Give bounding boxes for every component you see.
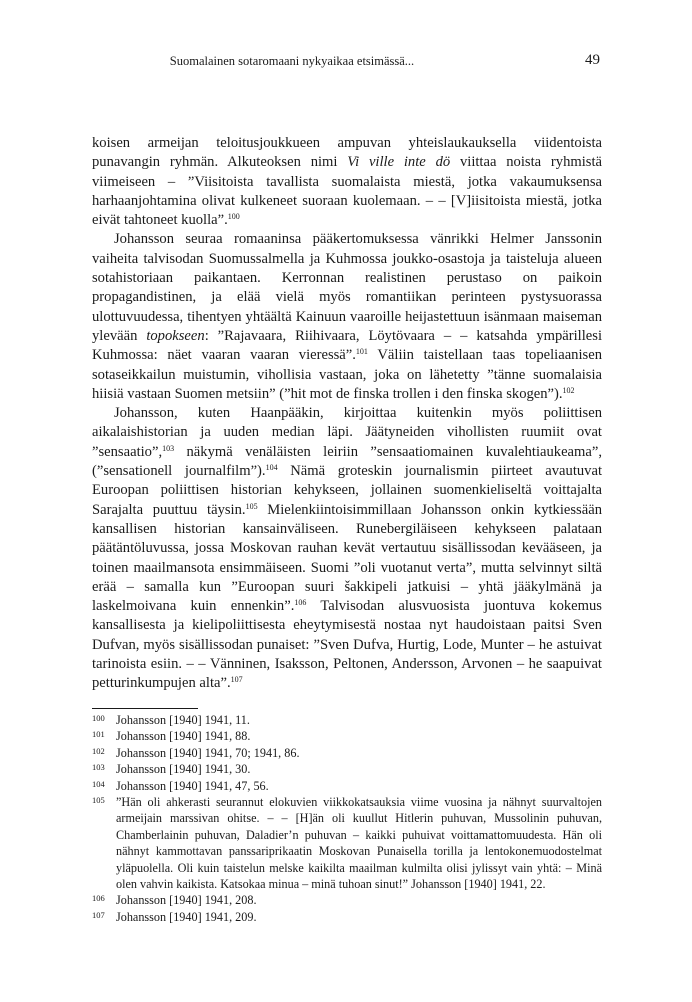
- paragraph: [92, 134, 602, 230]
- footnote-number: 105: [92, 795, 105, 806]
- footnote-number: 107: [92, 909, 105, 920]
- footnote-text: Johansson [1940] 1941, 47, 56.: [116, 778, 269, 793]
- italic-text: Vi ville inte dö: [347, 154, 451, 171]
- footnote-text: ”Hän oli ahkerasti seurannut elokuvien viikkokatsauksia viime vuosina ja nähnyt suurvaltojen armeijain marssivan ohitse. – – [H]än oli kuullut Hitlerin puhuvan, Mussolinin puhuvan, Chamberlainin puhuvan, Daladier’n puhuvan – kaikki puhuivat voittamattomuudesta. Hän oli nähnyt kammottavan panssariprikaatin Moskovan Punaisella torilla ja lentokonemuodostelmat yläpuolella. Oli kuin taistelun melske kaikilta maailman kulmilta olisi jylissyt vain yhtä: – Minä olen vahvin kaikista. Katsokaa minua – minä tuhoan sinut!” Johansson [1940] 1941, 22.: [116, 795, 602, 892]
- footnote-ref: 104: [265, 463, 278, 473]
- footnote: [92, 909, 602, 925]
- running-head: [92, 52, 602, 72]
- footnote-rule: [92, 708, 198, 709]
- footnote-ref: 100: [227, 212, 240, 222]
- footnote: [92, 794, 602, 892]
- footnote-ref: 106: [294, 598, 307, 608]
- footnote-ref: 103: [162, 443, 175, 453]
- text-run: Talvisodan alusvuosista juontuva kokemus kansallisesta ja kielipoliittisesta eheytymisestä nostaa nyt haudoistaan paitsi Sven Dufvan, myös sisällissodan punaiset: ”Sven Dufva, Hurtig, Lode, Munter – he astuivat tarinoista esiin. – – Vänninen, Isaksson, Peltonen, Andersson, Arvonen – he saapuivat petturinkumpujen alta”.: [92, 598, 602, 692]
- footnote: [92, 892, 602, 908]
- footnote-number: 103: [92, 762, 105, 773]
- footnote-ref: 105: [245, 501, 258, 511]
- text-run: viittaa noista ryhmistä viimeiseen – ”Viisitoista tavallista suomalaista miestä, jotka vakaumuksensa harhaanjohtamina olivat kulkeneet suoraan kuolemaan. – – [V]iisitoista miestä, jotka eivät tahtoneet kuolla”.: [92, 154, 602, 229]
- footnote-number: 104: [92, 778, 105, 789]
- footnote: [92, 778, 602, 794]
- text-run: Johansson seuraa romaaninsa pääkertomuksessa vänrikki Helmer Janssonin vaiheita talvisodan Suomussalmella ja Kuhmossa joukko-osastoja ja taisteluja alueen sotahistoriaan paikantaen. Kerronnan realistinen perustaso on paikoin propagandistinen, ja elää vielä myös romantiikan perinteen pystysuorassa ulottuvuudessa, tihentyen yhtäältä Kainuun vaaroille heijastettuun isänmaan maiseman ylevään: [92, 231, 602, 344]
- footnote-text: Johansson [1940] 1941, 11.: [116, 713, 250, 727]
- text-run: näkymä venäläisten leiriin ”sensaatiomainen kuvalehtiaukeama”, (”sensationell journalfilm”).: [92, 443, 602, 480]
- footnote-ref: 102: [562, 385, 575, 395]
- text-run: Mielenkiintoisimmillaan Johansson onkin kytkiessään kansallisen historian kansainväliseen. Runebergiläiseen kehykseen palataan päätäntöluvussa, jossa Moskovan rauhan kevät vertautuu sisällissodan kevääseen, ja toinen maailmansota ensimmäiseen. Suomi ”oli vuotanut verta”, mutta selvinnyt siltä erää – samalla kun ”Euroopan suuri šakkipeli jatkuisi – yhtä jääkylmänä ja laskelmoivana kuin ennenkin”.: [92, 501, 602, 615]
- footnote-ref: 107: [230, 675, 243, 685]
- footnote-number: 106: [92, 893, 105, 904]
- text-run: Johansson, kuten Haanpääkin, kirjoittaa kuitenkin myös poliittisen aikalaishistorian ja uuden median läpi. Jäätyneiden vihollisten ruumiit ovat ”sensaatio”,: [92, 405, 602, 460]
- body-text: [92, 134, 602, 694]
- text-run: koisen armeijan teloitusjoukkueen ampuvan yhteislaukauksella viidentoista punavangin ryhmän. Alkuteoksen nimi: [92, 135, 602, 171]
- page-number: 49: [585, 52, 600, 68]
- text-run: Nämä groteskin journalismin piirteet avautuvat Euroopan poliittisen historian kehykseen, jollainen suomenkieliseltä voittajalta Sarajalta puuttuu täysin.: [92, 463, 603, 518]
- footnotes: [92, 712, 602, 925]
- footnote-number: 102: [92, 745, 105, 756]
- paragraph: [92, 404, 602, 693]
- footnote-number: 101: [92, 729, 105, 740]
- text-run: : ”Rajavaara, Riihivaara, Löytövaara – – katsahda ympärillesi Kuhmossa: näet vaaran vaaran vieressä”.: [92, 327, 602, 364]
- footnote-number: 100: [92, 713, 105, 723]
- running-title: Suomalainen sotaromaani nykyaikaa etsimässä...: [169, 54, 415, 68]
- footnote-text: Johansson [1940] 1941, 88.: [116, 729, 251, 744]
- text-run: Väliin taistellaan taas topeliaanisen sotaseikkailun muistumin, vihollisia vastaan, joka on lähetetty ”tänne suomalaisia hiisiä vastaan Suomen metsiin” (”hit mot de finska trollen i den finska skogen”).: [92, 347, 602, 402]
- italic-text: topokseen: [146, 327, 205, 344]
- footnote-text: Johansson [1940] 1941, 208.: [116, 893, 257, 908]
- footnote: [92, 745, 602, 761]
- footnote: [92, 728, 602, 744]
- paragraph: [92, 230, 602, 404]
- footnote-text: Johansson [1940] 1941, 70; 1941, 86.: [116, 745, 300, 760]
- footnote-ref: 101: [355, 347, 368, 357]
- footnote-text: Johansson [1940] 1941, 30.: [116, 762, 251, 777]
- footnote-text: Johansson [1940] 1941, 209.: [116, 909, 257, 924]
- footnote: [92, 761, 602, 777]
- footnote: [92, 712, 602, 728]
